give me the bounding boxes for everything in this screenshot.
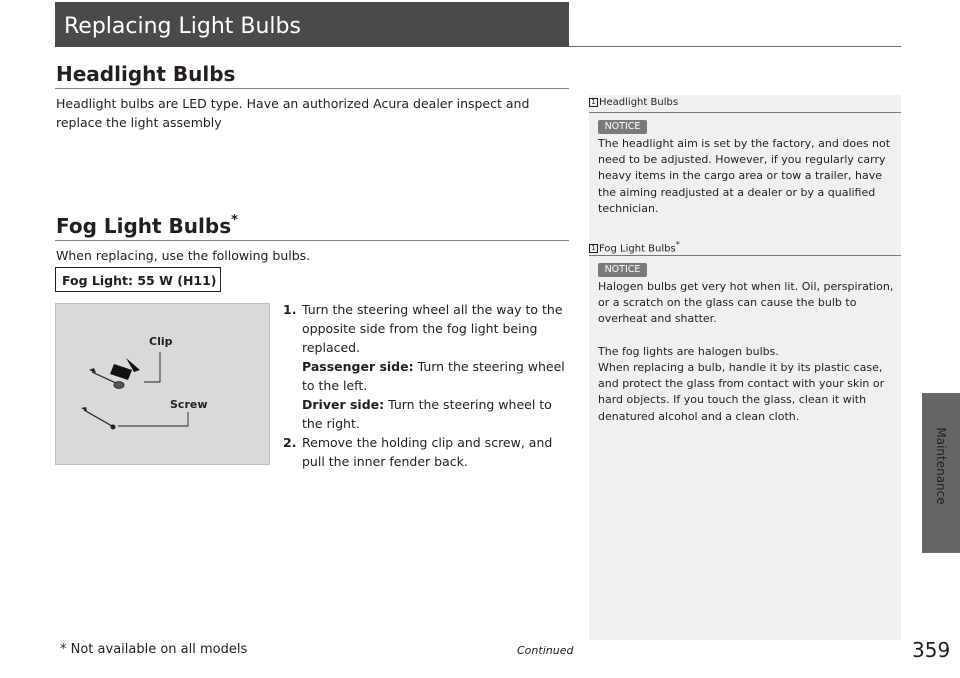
bulb-spec-box	[55, 267, 221, 292]
page-number: 359	[912, 638, 951, 662]
fog-light-figure	[55, 303, 270, 465]
note-marker-icon: 1	[589, 98, 598, 107]
note-fog-text-2: The fog lights are halogen bulbs.	[598, 345, 779, 358]
screw-part	[81, 407, 116, 430]
clip-part	[89, 358, 140, 389]
screw-label: Screw	[170, 398, 208, 411]
notice-badge: NOTICE	[598, 263, 647, 277]
fog-intro: When replacing, use the following bulbs.	[56, 248, 311, 263]
note-headlight-title-text: Headlight Bulbs	[599, 97, 679, 108]
fog-light-illustration	[56, 304, 271, 466]
note-fog-text-3: When replacing a bulb, handle it by its plastic case, and protect the glass from contact with your skin or hard objects. If you touch the glass, clean it with denatured alcohol and a clean cloth.	[598, 361, 885, 423]
screw-leader	[118, 412, 188, 426]
note-fog-text-1: Halogen bulbs get very hot when lit. Oil, perspiration, or a scratch on the glass can cause the bulb to overheat and shatter.	[598, 280, 894, 326]
step-1-text: Turn the steering wheel all the way to the opposite side from the fog light being replaced.	[302, 302, 563, 355]
passenger-side-label: Passenger side:	[302, 359, 414, 374]
continued-label: Continued	[517, 644, 574, 657]
fog-heading-text: Fog Light Bulbs	[56, 214, 232, 238]
step-1-number: 1.	[283, 302, 297, 317]
bulb-spec: Fog Light: 55 W (H11)	[62, 273, 217, 288]
footnote: * Not available on all models	[60, 642, 248, 657]
title-rule	[569, 46, 901, 47]
page-title: Replacing Light Bulbs	[64, 14, 301, 39]
note-marker-icon: 1	[589, 244, 598, 253]
notice-badge: NOTICE	[598, 120, 647, 134]
note-fog-title[interactable]	[589, 240, 680, 254]
step-2-text: Remove the holding clip and screw, and pull the inner fender back.	[302, 435, 553, 469]
clip-leader	[144, 352, 160, 382]
step-2-number: 2.	[283, 435, 297, 450]
note-headlight-rule	[589, 112, 901, 113]
step-1	[283, 300, 571, 433]
fog-steps	[283, 300, 571, 471]
clip-label: Clip	[149, 335, 173, 348]
note-headlight-title[interactable]	[589, 97, 678, 108]
driver-side-label: Driver side:	[302, 397, 385, 412]
fog-heading	[56, 213, 238, 238]
fog-rule	[55, 240, 569, 241]
headlight-rule	[55, 88, 569, 89]
headlight-heading: Headlight Bulbs	[56, 62, 236, 86]
step-2	[283, 433, 571, 471]
headlight-body: Headlight bulbs are LED type. Have an authorized Acura dealer inspect and replace the light assembly	[56, 96, 530, 130]
section-side-label: Maintenance	[934, 427, 948, 505]
page-title-bar	[55, 2, 569, 47]
passenger-side-text: Turn the steering wheel to the left.	[302, 359, 565, 393]
note-fog-asterisk: *	[675, 240, 680, 249]
driver-side-text: Turn the steering wheel to the right.	[302, 397, 552, 431]
fog-heading-asterisk: *	[231, 213, 238, 228]
note-fog-rule	[589, 255, 901, 256]
note-headlight-text: The headlight aim is set by the factory, and does not need to be adjusted. However, if you regularly carry heavy items in the cargo area or tow a trailer, have the aiming readjusted at a dealer or by a qualified technician.	[598, 137, 891, 215]
note-fog-title-text: Fog Light Bulbs	[599, 243, 676, 255]
